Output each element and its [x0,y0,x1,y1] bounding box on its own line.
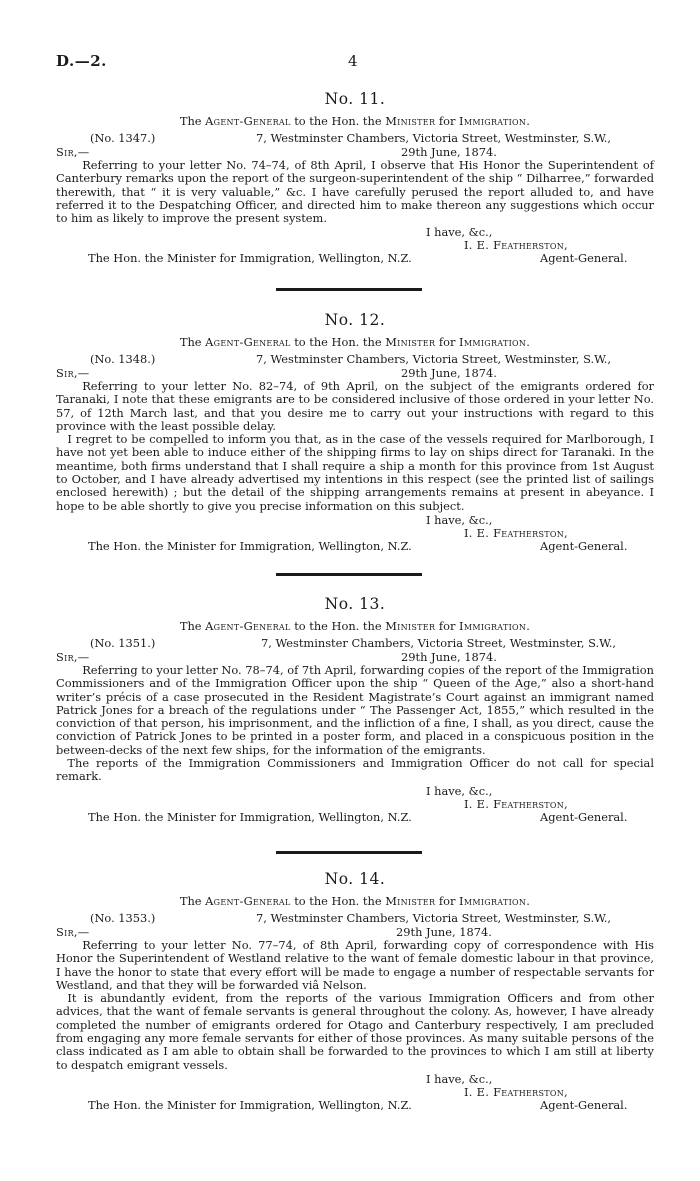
letter-date: 29th June, 1874. [401,145,497,159]
letter-address: 7, Westminster Chambers, Victoria Street, Westminster, S.W., [261,636,617,650]
letter-number: No. 12. [324,311,386,329]
page-number: 4 [348,52,358,70]
letter-paragraph: The reports of the Immigration Commissioners and Immigration Officer do not call for special remark. [56,756,654,784]
letter-body [56,159,654,225]
letter-addressee: The Hon. the Minister for Immigration, Wellington, N.Z. [88,1097,412,1112]
letter-address: 7, Westminster Chambers, Victoria Street, Westminster, S.W., [256,352,612,366]
letter-addressee: The Hon. the Minister for Immigration, Wellington, N.Z. [88,809,412,824]
letter-addressee-row [56,539,654,552]
letter-from-line: The Agent-General to the Hon. the Minister for Immigration. [179,619,531,633]
letter-date: 29th June, 1874. [396,925,492,939]
letter-number: No. 14. [324,870,386,888]
section-divider [276,851,422,854]
letter-signature-row [56,797,654,810]
letter-paragraph: Referring to your letter No. 77–74, of 8th April, forwarding copy of correspondence with His Honor the Superintendent of Westland relative to the want of female domestic labour in that province, I have the honor to state that every effort will be made to engage a number of respectable servants for Westland, and that they will be forwarded viâ Nelson. [56,938,654,992]
letter-salutation-row [56,925,654,939]
letter-title: Agent-General. [540,1097,628,1112]
letter-title: Agent-General. [540,809,628,824]
letter-signature: I. E. Featherston, [464,525,568,540]
letter-ref: (No. 1351.) [90,636,156,650]
letter-12 [56,311,654,552]
letter-number: No. 13. [324,595,386,613]
letter-meta-row [56,636,654,650]
letter-title: Agent-General. [540,538,628,553]
letter-closing: I have, &c., [426,225,493,240]
letter-ref: (No. 1347.) [90,131,156,145]
letter-closing-row [56,513,654,526]
letter-meta-row [56,911,654,925]
letter-closing-row [56,784,654,797]
letter-closing: I have, &c., [426,783,493,798]
letter-paragraph: Referring to your letter No. 82–74, of 9th April, on the subject of the emigrants ordered for Taranaki, I note that these emigrants are to be considered inclusive of those ordered in your letter No. 57, of 12th March last, and that you desire me to carry out your instructions with regard to this province with the least possible delay. [56,379,654,433]
letter-salutation: Sir,— [56,650,90,664]
letter-closing-row [56,225,654,238]
letter-from-line: The Agent-General to the Hon. the Minister for Immigration. [179,335,531,349]
letter-signature-row [56,1085,654,1098]
letter-14 [56,870,654,1111]
letter-salutation: Sir,— [56,925,90,939]
section-divider [276,288,422,291]
letter-date: 29th June, 1874. [401,366,497,380]
letter-salutation-row [56,366,654,380]
letter-body [56,939,654,1072]
letter-from-line: The Agent-General to the Hon. the Minister for Immigration. [179,114,531,128]
letter-salutation: Sir,— [56,145,90,159]
letter-paragraph: It is abundantly evident, from the reports of the various Immigration Officers and from other advices, that the want of female servants is general throughout the colony. As, however, I have already completed the number of emigrants ordered for Otago and Canterbury respectively, I am precluded from engaging any more female servants for either of those provinces. As many suitable persons of the class indicated as I am able to obtain shall be forwarded to the provinces to which I am still at liberty to despatch emigrant vessels. [56,991,654,1072]
letter-signature-row [56,526,654,539]
letter-meta-row [56,131,654,145]
letter-11 [56,90,654,264]
letter-paragraph: Referring to your letter No. 74–74, of 8th April, I observe that His Honor the Superintendent of Canterbury remarks upon the report of the surgeon-superintendent of the ship “ Dilharree,” forwarded therewith, that “ it is very valuable,” &c. I have carefully perused the report alluded to, and have referred it to the Despatching Officer, and directed him to make thereon any suggestions which occur to him as likely to improve the present system. [56,158,654,226]
letter-body [56,380,654,513]
letter-signature-row [56,238,654,251]
letter-ref: (No. 1353.) [90,911,156,925]
letter-signature: I. E. Featherston, [464,1084,568,1099]
letter-body [56,664,654,784]
letter-addressee-row [56,251,654,264]
letter-closing: I have, &c., [426,1071,493,1086]
letter-meta-row [56,352,654,366]
letter-title: Agent-General. [540,251,628,266]
letter-address: 7, Westminster Chambers, Victoria Street, Westminster, S.W., [256,911,612,925]
document-reference: D.—2. [56,52,107,70]
letter-number: No. 11. [324,90,386,108]
letter-salutation-row [56,145,654,159]
letter-address: 7, Westminster Chambers, Victoria Street, Westminster, S.W., [256,131,612,145]
letter-salutation-row [56,650,654,664]
letter-signature: I. E. Featherston, [464,238,568,253]
letter-closing-row [56,1072,654,1085]
letter-13 [56,595,654,823]
letter-addressee: The Hon. the Minister for Immigration, Wellington, N.Z. [88,538,412,553]
letter-paragraph: I regret to be compelled to inform you that, as in the case of the vessels required for Marlborough, I have not yet been able to induce either of the shipping firms to lay on ships direct for Taranaki. In the meantime, both firms understand that I shall require a ship a month for this province from 1st August to October, and I have already advertised my intentions in this respect (see the printed list of sailings enclosed herewith) ; but the detail of the shipping arrangements remains at present in abeyance. I hope to be able shortly to give you precise information on this subject. [56,432,654,513]
letter-addressee: The Hon. the Minister for Immigration, Wellington, N.Z. [88,251,412,266]
letter-from-line: The Agent-General to the Hon. the Minister for Immigration. [179,894,531,908]
letter-paragraph: Referring to your letter No. 78–74, of 7th April, forwarding copies of the report of the Immigration Commissioners and of the Immigration Officer upon the ship “ Queen of the Age,” also a short-hand writer’s précis of a case prosecuted in the Resident Magistrate’s Court against an immigrant named Patrick Jones for a breach of the regulations under “ The Passenger Act, 1855,” which resulted in the conviction of that person, his imprisonment, and the infliction of a fine, I shall, as you direct, cause the conviction of Patrick Jones to be printed in a poster form, and placed in a conspicuous position in the between-decks of the next few ships, for the information of the emigrants. [56,663,654,757]
letter-closing: I have, &c., [426,512,493,527]
letter-signature: I. E. Featherston, [464,796,568,811]
letter-salutation: Sir,— [56,366,90,380]
letter-ref: (No. 1348.) [90,352,156,366]
section-divider [276,573,422,576]
letter-addressee-row [56,1098,654,1111]
letter-date: 29th June, 1874. [401,650,497,664]
letter-addressee-row [56,810,654,823]
